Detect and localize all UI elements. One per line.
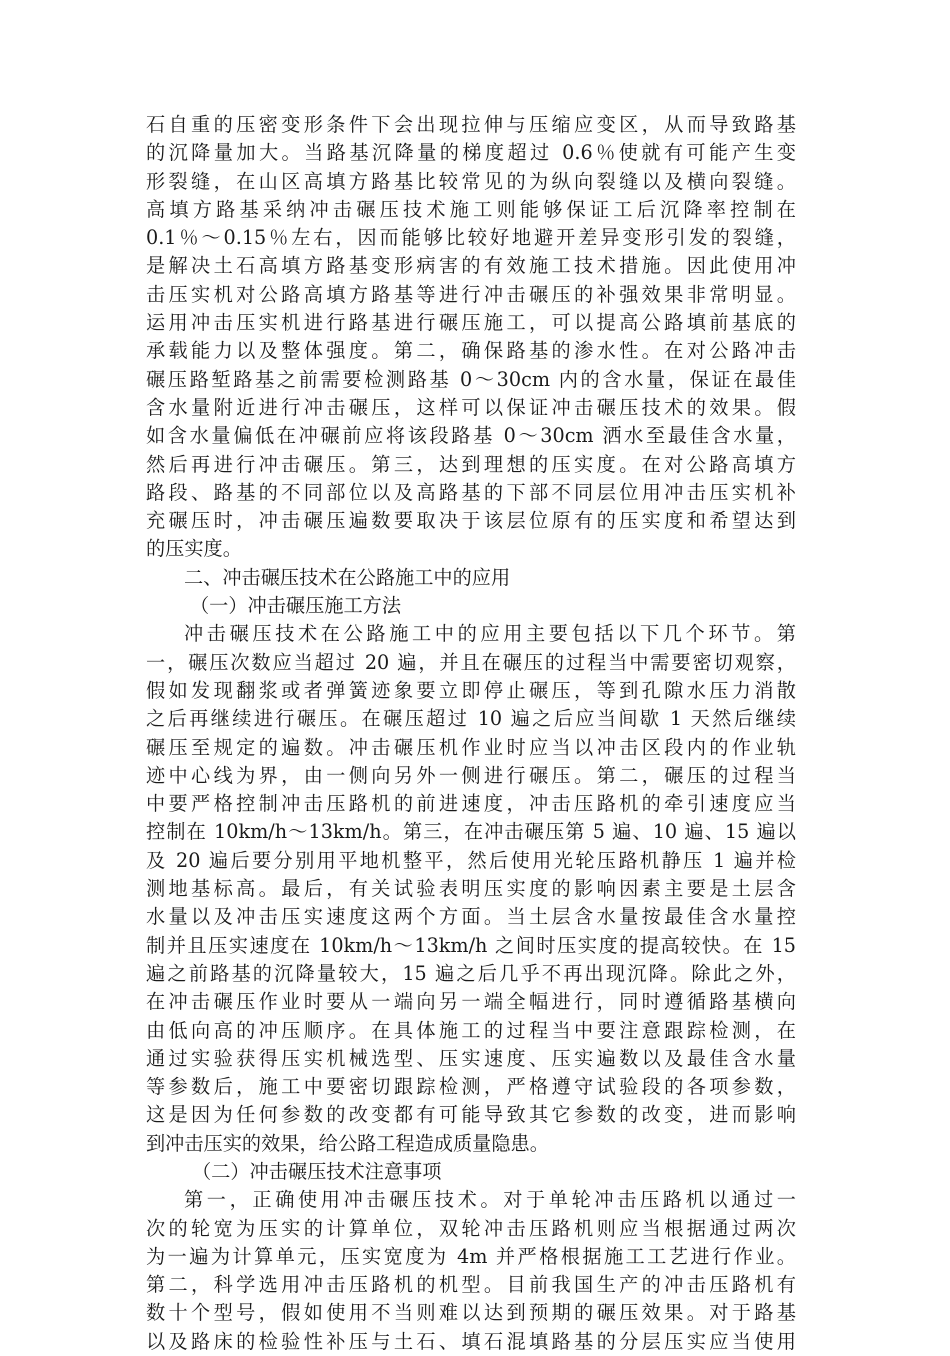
paragraph-line: 之后再继续进行碾压。在碾压超过 10 遍之后应当间歇 1 天然后继续 bbox=[146, 707, 796, 731]
paragraph-line: 为一遍为计算单元，压实宽度为 4m 并严格根据施工工艺进行作业。 bbox=[146, 1244, 796, 1268]
paragraph-line: 次的轮宽为压实的计算单位，双轮冲击压路机则应当根据通过两次 bbox=[146, 1216, 796, 1240]
paragraph-line: 这是因为任何参数的改变都有可能导致其它参数的改变，进而影响 bbox=[146, 1103, 796, 1127]
paragraph-line: 通过实验获得压实机械选型、压实速度、压实遍数以及最佳含水量 bbox=[146, 1046, 796, 1070]
document-body bbox=[146, 111, 796, 1356]
paragraph-line: 0.1％～0.15％左右，因而能够比较好地避开差异变形引发的裂缝， bbox=[146, 226, 796, 250]
subsection-heading: （二）冲击碾压技术注意事项 bbox=[192, 1159, 442, 1183]
paragraph-line: 含水量附近进行冲击碾压，这样可以保证冲击碾压技术的效果。假 bbox=[146, 395, 796, 419]
section-heading: 二、冲击碾压技术在公路施工中的应用 bbox=[184, 565, 511, 589]
paragraph-line: 如含水量偏低在冲碾前应将该段路基 0～30cm 洒水至最佳含水量， bbox=[146, 424, 796, 448]
paragraph-line: 第二，科学选用冲击压路机的机型。目前我国生产的冲击压路机有 bbox=[146, 1273, 796, 1297]
paragraph-line: 的压实度。 bbox=[146, 537, 242, 561]
paragraph-line: 及 20 遍后要分别用平地机整平，然后使用光轮压路机静压 1 遍并检 bbox=[146, 848, 796, 872]
paragraph-line: 高填方路基采纳冲击碾压技术施工则能够保证工后沉降率控制在 bbox=[146, 197, 796, 221]
paragraph-line: 的沉降量加大。当路基沉降量的梯度超过 0.6％使就有可能产生变 bbox=[146, 141, 796, 165]
paragraph-line: 碾压路堑路基之前需要检测路基 0～30cm 内的含水量，保证在最佳 bbox=[146, 367, 796, 391]
paragraph-line: 冲击碾压技术在公路施工中的应用主要包括以下几个环节。第 bbox=[184, 622, 796, 646]
paragraph-line: 路段、路基的不同部位以及高路基的下部不同层位用冲击压实机补 bbox=[146, 480, 796, 504]
paragraph-line: 水量以及冲击压实速度这两个方面。当土层含水量按最佳含水量控 bbox=[146, 905, 796, 929]
paragraph-line: 数十个型号，假如使用不当则难以达到预期的碾压效果。对于路基 bbox=[146, 1301, 796, 1325]
paragraph-line: 由低向高的冲压顺序。在具体施工的过程当中要注意跟踪检测，在 bbox=[146, 1018, 796, 1042]
paragraph-line: 充碾压时，冲击碾压遍数要取决于该层位原有的压实度和希望达到 bbox=[146, 509, 796, 533]
subsection-heading: （一）冲击碾压施工方法 bbox=[190, 594, 402, 618]
paragraph-line: 测地基标高。最后，有关试验表明压实度的影响因素主要是土层含 bbox=[146, 877, 796, 901]
paragraph-line: 是解决土石高填方路基变形病害的有效施工技术措施。因此使用冲 bbox=[146, 254, 796, 278]
paragraph-line: 石自重的压密变形条件下会出现拉伸与压缩应变区，从而导致路基 bbox=[146, 113, 796, 136]
paragraph-line: 控制在 10km/h～13km/h。第三，在冲击碾压第 5 遍、10 遍、15 遍以 bbox=[146, 820, 796, 844]
paragraph-line: 形裂缝，在山区高填方路基比较常见的为纵向裂缝以及横向裂缝。 bbox=[146, 169, 796, 193]
paragraph-line: 以及路床的检验性补压与土石、填石混填路基的分层压实应当使用 bbox=[146, 1329, 796, 1353]
paragraph-line: 碾压至规定的遍数。冲击碾压机作业时应当以冲击区段内的作业轨 bbox=[146, 735, 796, 759]
paragraph-line: 运用冲击压实机进行路基进行碾压施工，可以提高公路填前基底的 bbox=[146, 311, 796, 335]
paragraph-line: 承载能力以及整体强度。第二，确保路基的渗水性。在对公路冲击 bbox=[146, 339, 796, 363]
paragraph-line: 第一，正确使用冲击碾压技术。对于单轮冲击压路机以通过一 bbox=[184, 1188, 796, 1212]
paragraph-line: 然后再进行冲击碾压。第三，达到理想的压实度。在对公路高填方 bbox=[146, 452, 796, 476]
paragraph-line: 在冲击碾压作业时要从一端向另一端全幅进行，同时遵循路基横向 bbox=[146, 990, 796, 1014]
paragraph-line: 击压实机对公路高填方路基等进行冲击碾压的补强效果非常明显。 bbox=[146, 282, 796, 306]
paragraph-line: 到冲击压实的效果，给公路工程造成质量隐患。 bbox=[146, 1131, 549, 1155]
paragraph-line: 迹中心线为界，由一侧向另外一侧进行碾压。第二，碾压的过程当 bbox=[146, 763, 796, 787]
paragraph-line: 等参数后，施工中要密切跟踪检测，严格遵守试验段的各项参数， bbox=[146, 1075, 796, 1099]
paragraph-line: 中要严格控制冲击压路机的前进速度，冲击压路机的牵引速度应当 bbox=[146, 792, 796, 816]
paragraph-line: 一，碾压次数应当超过 20 遍，并且在碾压的过程当中需要密切观察， bbox=[146, 650, 796, 674]
paragraph-line: 制并且压实速度在 10km/h～13km/h 之间时压实度的提高较快。在 15 bbox=[146, 933, 796, 957]
paragraph-line: 假如发现翻浆或者弹簧迹象要立即停止碾压，等到孔隙水压力消散 bbox=[146, 678, 796, 702]
paragraph-line: 遍之前路基的沉降量较大，15 遍之后几乎不再出现沉降。除此之外， bbox=[146, 961, 796, 985]
